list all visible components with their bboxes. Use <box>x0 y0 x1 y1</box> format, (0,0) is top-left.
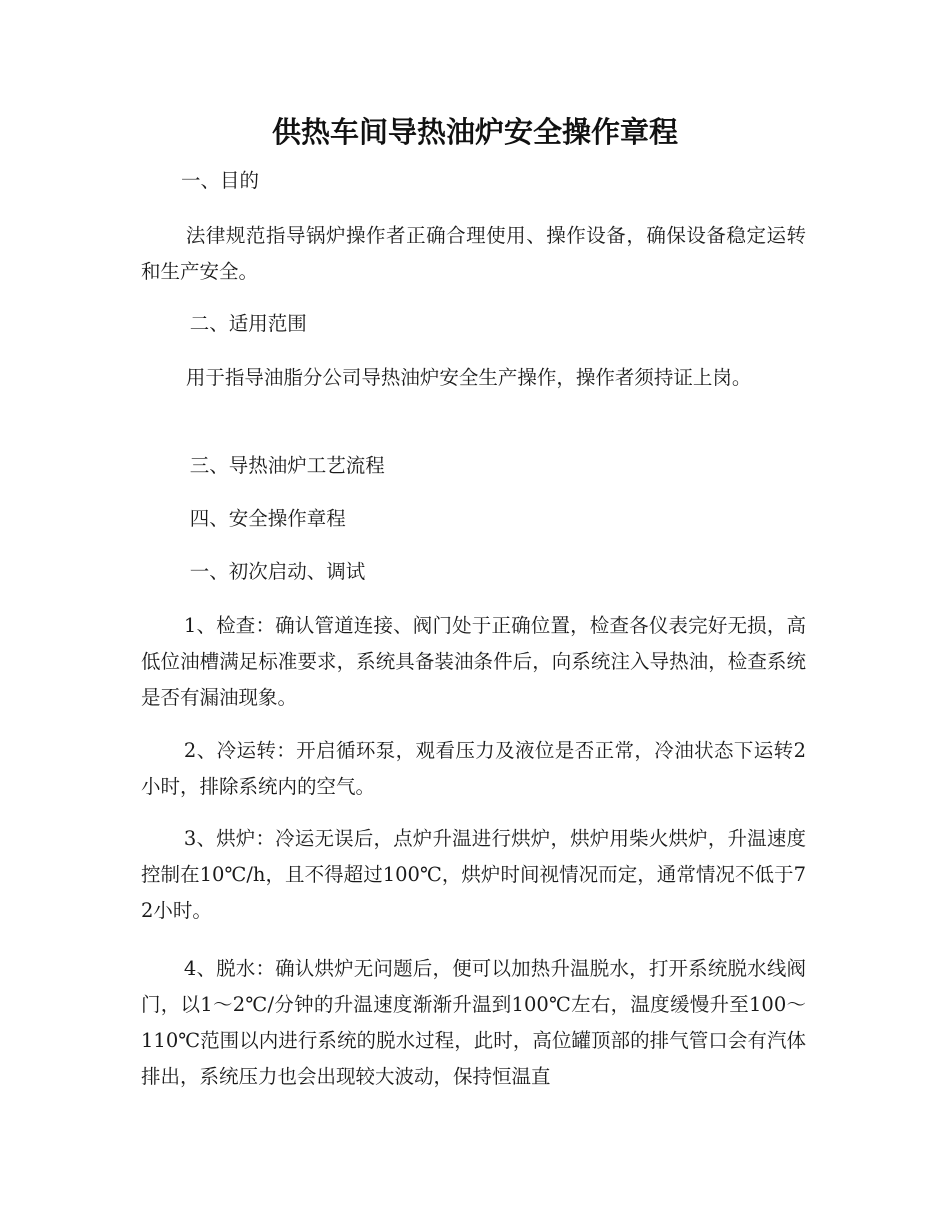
section-heading-initial-startup: 一、初次启动、调试 <box>189 560 366 583</box>
section-heading-process-flow: 三、导热油炉工艺流程 <box>189 454 385 477</box>
section-heading-scope: 二、适用范围 <box>189 312 307 335</box>
paragraph-scope: 用于指导油脂分公司导热油炉安全生产操作，操作者须持证上岗。 <box>185 366 752 389</box>
paragraph-step-baking: 3、烘炉：冷运无误后，点炉升温进行烘炉，烘炉用柴火烘炉，升温速度控制在10℃/h，且不得超过100℃，烘炉时间视情况而定，通常情况不低于72小时。 <box>141 827 806 922</box>
paragraph-step-inspection: 1、检查：确认管道连接、阀门处于正确位置，检查各仪表完好无损，高低位油槽满足标准要求，系统具备装油条件后，向系统注入导热油，检查系统是否有漏油现象。 <box>141 614 806 709</box>
section-heading-safety-rules: 四、安全操作章程 <box>189 507 346 530</box>
paragraph-step-dewatering: 4、脱水：确认烘炉无问题后，便可以加热升温脱水，打开系统脱水线阀门，以1～2℃/分钟的升温速度渐渐升温到100℃左右，温度缓慢升至100～110℃范围以内进行系统的脱水过程，此时，高位罐顶部的排气管口会有汽体排出，系统压力也会出现较大波动，保持恒温直 <box>141 957 806 1088</box>
document-title: 供热车间导热油炉安全操作章程 <box>271 115 678 149</box>
paragraph-step-cold-run: 2、冷运转：开启循环泵，观看压力及液位是否正常，冷油状态下运转2小时，排除系统内的空气。 <box>141 739 806 798</box>
paragraph-purpose: 法律规范指导锅炉操作者正确合理使用、操作设备，确保设备稳定运转和生产安全。 <box>141 224 806 283</box>
section-heading-purpose: 一、目的 <box>181 169 260 192</box>
